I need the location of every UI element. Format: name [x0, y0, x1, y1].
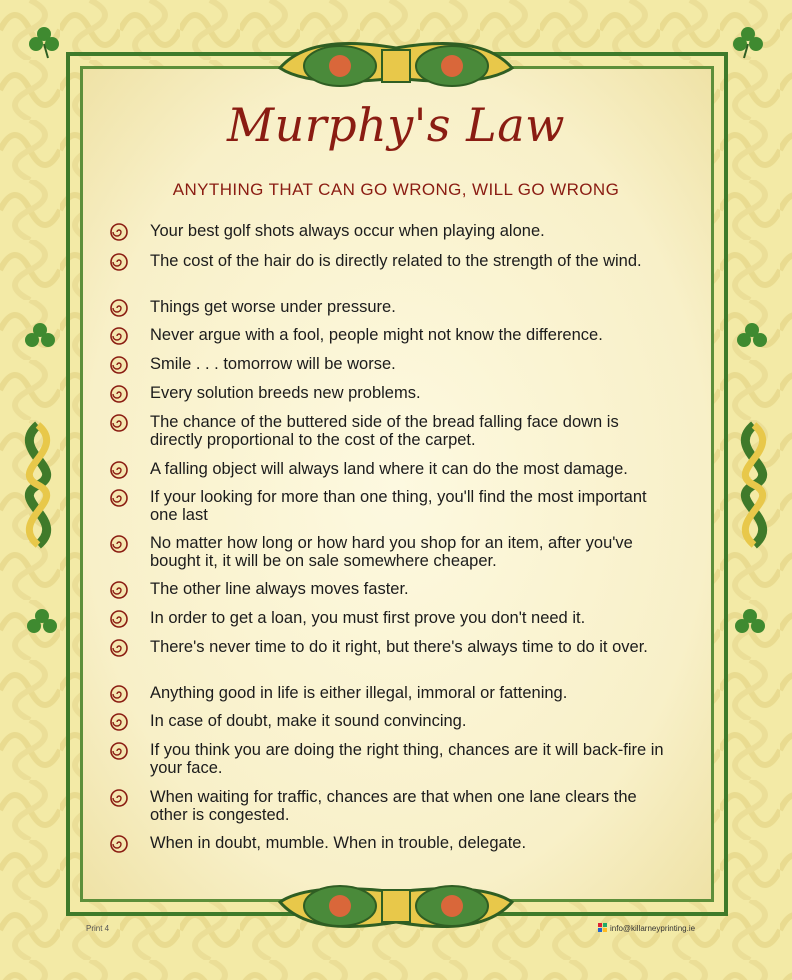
spiral-bullet-icon [110, 685, 128, 703]
shamrock-icon [732, 606, 768, 642]
spiral-bullet-icon [110, 356, 128, 374]
shamrock-icon [734, 320, 770, 356]
spiral-bullet-icon [110, 461, 128, 479]
spiral-bullet-icon [110, 385, 128, 403]
spiral-bullet-icon [110, 253, 128, 271]
spiral-bullet-icon [110, 789, 128, 807]
spiral-bullet-icon [110, 742, 128, 760]
shamrock-icon [730, 24, 766, 60]
shamrock-icon [26, 24, 62, 60]
celtic-knot-icon [8, 420, 68, 550]
spiral-bullet-icon [110, 639, 128, 657]
spiral-bullet-icon [110, 327, 128, 345]
shamrock-icon [22, 320, 58, 356]
page-subtitle: ANYTHING THAT CAN GO WRONG, WILL GO WRONG [172, 180, 620, 199]
printer-logo-icon [598, 923, 607, 932]
spiral-bullet-icon [110, 223, 128, 241]
spiral-bullet-icon [110, 489, 128, 507]
celtic-knot-icon [270, 28, 522, 102]
celtic-knot-icon [270, 868, 522, 942]
shamrock-icon [24, 606, 60, 642]
spiral-bullet-icon [110, 581, 128, 599]
celtic-knot-icon [724, 420, 784, 550]
spiral-bullet-icon [110, 299, 128, 317]
spiral-bullet-icon [110, 535, 128, 553]
spiral-bullet-icon [110, 414, 128, 432]
spiral-bullet-icon [110, 835, 128, 853]
spiral-bullet-icon [110, 713, 128, 731]
spiral-bullet-icon [110, 610, 128, 628]
print-label: Print 4 [86, 924, 110, 933]
contact-email[interactable]: info@killarneyprinting.ie [610, 924, 696, 933]
page-title: Murphy's Law [227, 98, 565, 152]
